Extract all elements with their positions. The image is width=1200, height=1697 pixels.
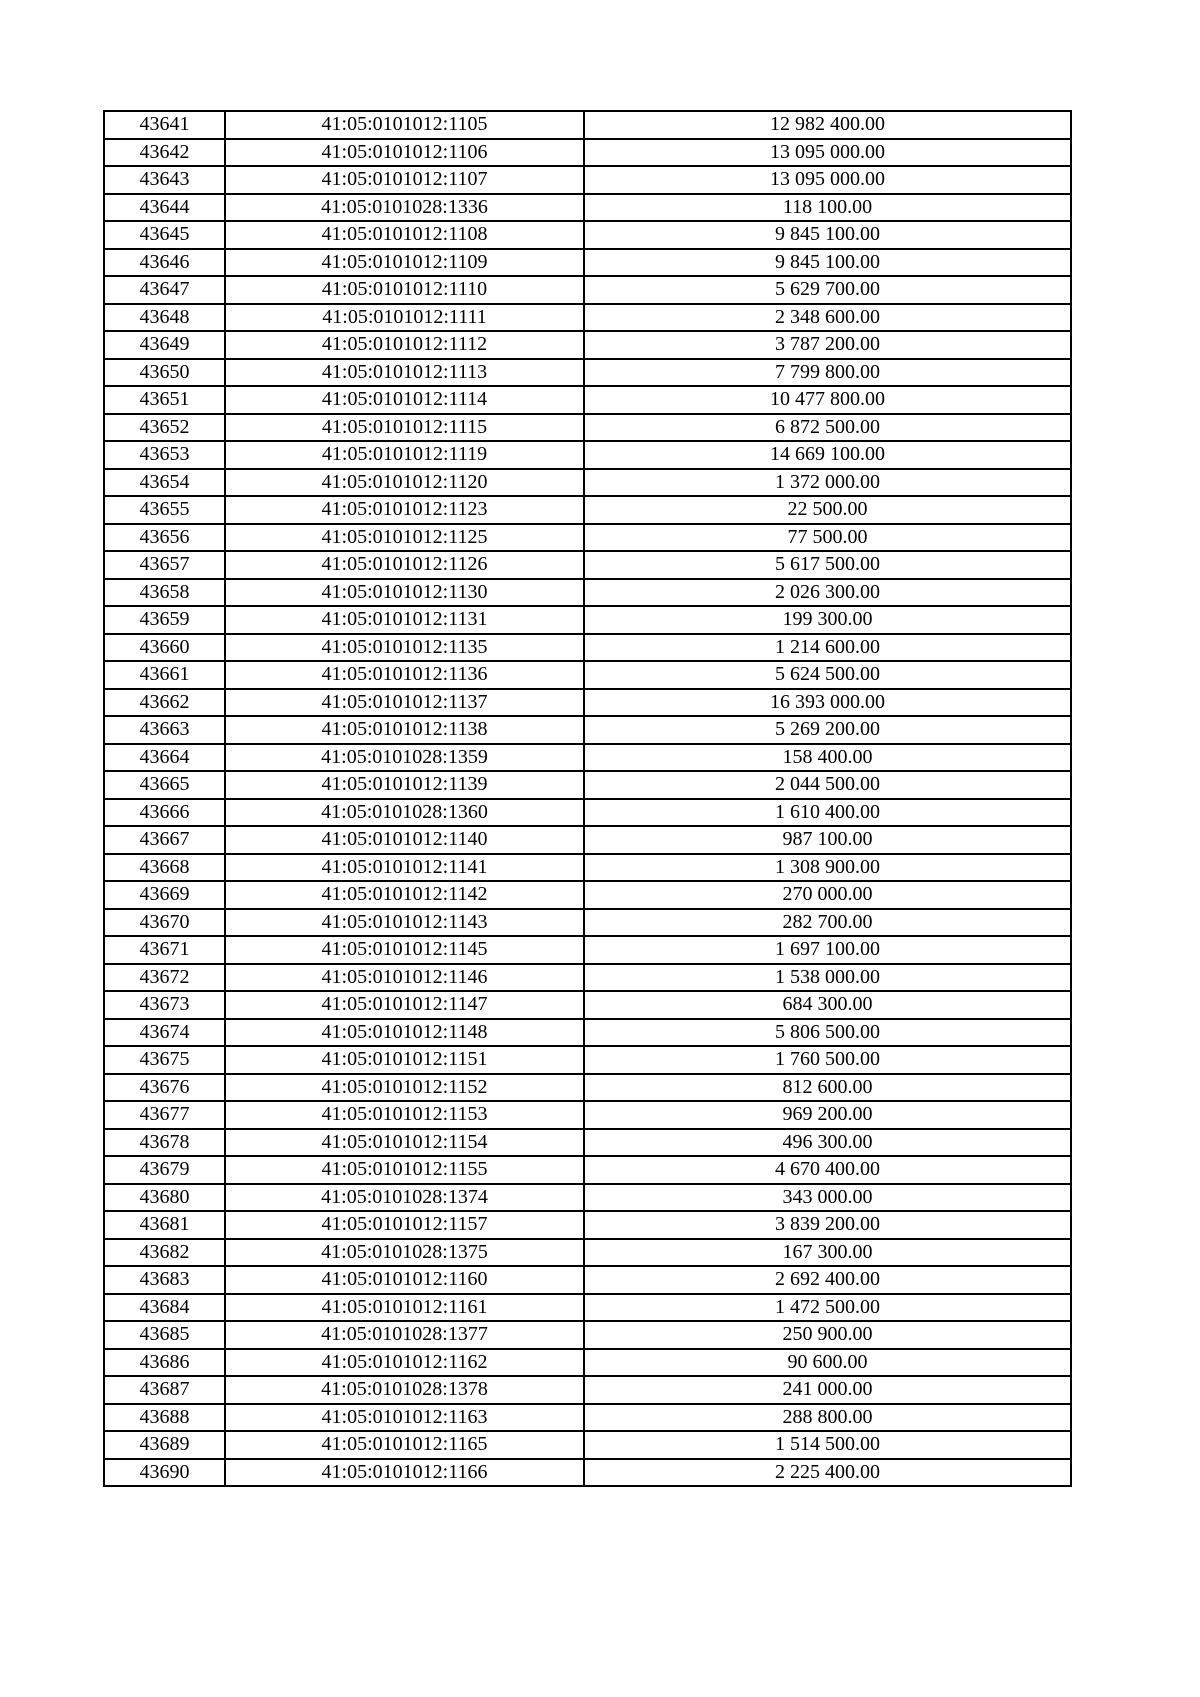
- cadastral-value-cell: 288 800.00: [584, 1404, 1071, 1432]
- cadastral-value-cell: 5 629 700.00: [584, 276, 1071, 304]
- cadastral-number-cell: 41:05:0101028:1359: [225, 744, 584, 772]
- cadastral-number-cell: 41:05:0101012:1147: [225, 991, 584, 1019]
- cadastral-number-cell: 41:05:0101012:1141: [225, 854, 584, 882]
- cadastral-number-cell: 41:05:0101012:1112: [225, 331, 584, 359]
- row-number-cell: 43669: [104, 881, 225, 909]
- cadastral-number-cell: 41:05:0101012:1161: [225, 1294, 584, 1322]
- row-number-cell: 43672: [104, 964, 225, 992]
- table-row: [104, 689, 1071, 717]
- table-row: [104, 1046, 1071, 1074]
- row-number-cell: 43660: [104, 634, 225, 662]
- row-number-cell: 43662: [104, 689, 225, 717]
- cadastral-value-cell: 14 669 100.00: [584, 441, 1071, 469]
- cadastral-number-cell: 41:05:0101012:1143: [225, 909, 584, 937]
- cadastral-number-cell: 41:05:0101028:1375: [225, 1239, 584, 1267]
- row-number-cell: 43651: [104, 386, 225, 414]
- cadastral-number-cell: 41:05:0101012:1154: [225, 1129, 584, 1157]
- cadastral-number-cell: 41:05:0101012:1160: [225, 1266, 584, 1294]
- cadastral-number-cell: 41:05:0101028:1360: [225, 799, 584, 827]
- row-number-cell: 43659: [104, 606, 225, 634]
- table-row: [104, 111, 1071, 139]
- row-number-cell: 43654: [104, 469, 225, 497]
- table-row: [104, 1404, 1071, 1432]
- cadastral-value-cell: 167 300.00: [584, 1239, 1071, 1267]
- cadastral-number-cell: 41:05:0101012:1138: [225, 716, 584, 744]
- cadastral-number-cell: 41:05:0101012:1151: [225, 1046, 584, 1074]
- table-row: [104, 1459, 1071, 1487]
- row-number-cell: 43645: [104, 221, 225, 249]
- table-row: [104, 1211, 1071, 1239]
- cadastral-number-cell: 41:05:0101012:1109: [225, 249, 584, 277]
- cadastral-value-cell: 1 538 000.00: [584, 964, 1071, 992]
- cadastral-value-cell: 5 806 500.00: [584, 1019, 1071, 1047]
- row-number-cell: 43675: [104, 1046, 225, 1074]
- row-number-cell: 43661: [104, 661, 225, 689]
- table-row: [104, 799, 1071, 827]
- cadastral-value-cell: 1 610 400.00: [584, 799, 1071, 827]
- cadastral-value-cell: 241 000.00: [584, 1376, 1071, 1404]
- cadastral-value-cell: 3 839 200.00: [584, 1211, 1071, 1239]
- table-body: [104, 111, 1071, 1486]
- row-number-cell: 43649: [104, 331, 225, 359]
- cadastral-number-cell: 41:05:0101028:1377: [225, 1321, 584, 1349]
- row-number-cell: 43690: [104, 1459, 225, 1487]
- row-number-cell: 43663: [104, 716, 225, 744]
- table-row: [104, 854, 1071, 882]
- cadastral-number-cell: 41:05:0101012:1107: [225, 166, 584, 194]
- cadastral-value-cell: 270 000.00: [584, 881, 1071, 909]
- table-row: [104, 441, 1071, 469]
- cadastral-number-cell: 41:05:0101012:1153: [225, 1101, 584, 1129]
- cadastral-number-cell: 41:05:0101012:1130: [225, 579, 584, 607]
- cadastral-number-cell: 41:05:0101012:1162: [225, 1349, 584, 1377]
- row-number-cell: 43682: [104, 1239, 225, 1267]
- cadastral-number-cell: 41:05:0101012:1113: [225, 359, 584, 387]
- table-row: [104, 496, 1071, 524]
- cadastral-number-cell: 41:05:0101012:1142: [225, 881, 584, 909]
- row-number-cell: 43676: [104, 1074, 225, 1102]
- cadastral-number-cell: 41:05:0101012:1119: [225, 441, 584, 469]
- row-number-cell: 43657: [104, 551, 225, 579]
- cadastral-number-cell: 41:05:0101028:1336: [225, 194, 584, 222]
- cadastral-value-cell: 12 982 400.00: [584, 111, 1071, 139]
- cadastral-value-cell: 5 269 200.00: [584, 716, 1071, 744]
- cadastral-value-cell: 812 600.00: [584, 1074, 1071, 1102]
- cadastral-value-cell: 1 760 500.00: [584, 1046, 1071, 1074]
- cadastral-value-cell: 158 400.00: [584, 744, 1071, 772]
- cadastral-number-cell: 41:05:0101012:1136: [225, 661, 584, 689]
- cadastral-value-cell: 22 500.00: [584, 496, 1071, 524]
- cadastral-number-cell: 41:05:0101012:1111: [225, 304, 584, 332]
- cadastral-value-cell: 987 100.00: [584, 826, 1071, 854]
- cadastral-value-cell: 10 477 800.00: [584, 386, 1071, 414]
- cadastral-value-cell: 1 472 500.00: [584, 1294, 1071, 1322]
- table-row: [104, 991, 1071, 1019]
- row-number-cell: 43664: [104, 744, 225, 772]
- row-number-cell: 43684: [104, 1294, 225, 1322]
- table-row: [104, 936, 1071, 964]
- cadastral-number-cell: 41:05:0101012:1131: [225, 606, 584, 634]
- cadastral-number-cell: 41:05:0101012:1115: [225, 414, 584, 442]
- row-number-cell: 43678: [104, 1129, 225, 1157]
- table-row: [104, 1239, 1071, 1267]
- row-number-cell: 43670: [104, 909, 225, 937]
- table-row: [104, 826, 1071, 854]
- row-number-cell: 43656: [104, 524, 225, 552]
- row-number-cell: 43687: [104, 1376, 225, 1404]
- cadastral-value-cell: 1 214 600.00: [584, 634, 1071, 662]
- table-row: [104, 524, 1071, 552]
- cadastral-number-cell: 41:05:0101012:1140: [225, 826, 584, 854]
- cadastral-value-cell: 343 000.00: [584, 1184, 1071, 1212]
- row-number-cell: 43688: [104, 1404, 225, 1432]
- cadastral-value-cell: 9 845 100.00: [584, 249, 1071, 277]
- table-row: [104, 606, 1071, 634]
- cadastral-number-cell: 41:05:0101012:1152: [225, 1074, 584, 1102]
- cadastral-value-cell: 1 372 000.00: [584, 469, 1071, 497]
- table-row: [104, 1184, 1071, 1212]
- cadastral-number-cell: 41:05:0101012:1106: [225, 139, 584, 167]
- cadastral-value-cell: 1 697 100.00: [584, 936, 1071, 964]
- cadastral-number-cell: 41:05:0101012:1165: [225, 1431, 584, 1459]
- row-number-cell: 43685: [104, 1321, 225, 1349]
- table-row: [104, 331, 1071, 359]
- table-row: [104, 249, 1071, 277]
- cadastral-value-cell: 1 308 900.00: [584, 854, 1071, 882]
- cadastral-number-cell: 41:05:0101012:1126: [225, 551, 584, 579]
- table-row: [104, 194, 1071, 222]
- row-number-cell: 43666: [104, 799, 225, 827]
- row-number-cell: 43668: [104, 854, 225, 882]
- cadastral-value-table: [103, 110, 1072, 1487]
- row-number-cell: 43648: [104, 304, 225, 332]
- cadastral-number-cell: 41:05:0101012:1146: [225, 964, 584, 992]
- table-row: [104, 551, 1071, 579]
- cadastral-value-cell: 2 044 500.00: [584, 771, 1071, 799]
- row-number-cell: 43643: [104, 166, 225, 194]
- cadastral-number-cell: 41:05:0101012:1110: [225, 276, 584, 304]
- cadastral-number-cell: 41:05:0101028:1378: [225, 1376, 584, 1404]
- row-number-cell: 43689: [104, 1431, 225, 1459]
- cadastral-number-cell: 41:05:0101012:1166: [225, 1459, 584, 1487]
- row-number-cell: 43652: [104, 414, 225, 442]
- table-row: [104, 964, 1071, 992]
- row-number-cell: 43642: [104, 139, 225, 167]
- table-row: [104, 1156, 1071, 1184]
- cadastral-number-cell: 41:05:0101012:1148: [225, 1019, 584, 1047]
- row-number-cell: 43644: [104, 194, 225, 222]
- cadastral-value-cell: 5 617 500.00: [584, 551, 1071, 579]
- row-number-cell: 43655: [104, 496, 225, 524]
- row-number-cell: 43673: [104, 991, 225, 1019]
- table-row: [104, 881, 1071, 909]
- row-number-cell: 43683: [104, 1266, 225, 1294]
- table-row: [104, 1321, 1071, 1349]
- table-row: [104, 139, 1071, 167]
- cadastral-value-cell: 2 026 300.00: [584, 579, 1071, 607]
- table-row: [104, 166, 1071, 194]
- row-number-cell: 43677: [104, 1101, 225, 1129]
- row-number-cell: 43658: [104, 579, 225, 607]
- table-row: [104, 579, 1071, 607]
- cadastral-value-cell: 90 600.00: [584, 1349, 1071, 1377]
- table-row: [104, 304, 1071, 332]
- table-row: [104, 276, 1071, 304]
- table-row: [104, 221, 1071, 249]
- table-row: [104, 1349, 1071, 1377]
- table-row: [104, 1019, 1071, 1047]
- row-number-cell: 43646: [104, 249, 225, 277]
- cadastral-value-cell: 9 845 100.00: [584, 221, 1071, 249]
- cadastral-value-cell: 4 670 400.00: [584, 1156, 1071, 1184]
- table-row: [104, 1376, 1071, 1404]
- table-row: [104, 359, 1071, 387]
- table-row: [104, 1294, 1071, 1322]
- row-number-cell: 43667: [104, 826, 225, 854]
- cadastral-value-cell: 2 225 400.00: [584, 1459, 1071, 1487]
- cadastral-number-cell: 41:05:0101012:1108: [225, 221, 584, 249]
- cadastral-value-cell: 118 100.00: [584, 194, 1071, 222]
- cadastral-number-cell: 41:05:0101012:1145: [225, 936, 584, 964]
- row-number-cell: 43679: [104, 1156, 225, 1184]
- cadastral-number-cell: 41:05:0101012:1135: [225, 634, 584, 662]
- row-number-cell: 43665: [104, 771, 225, 799]
- row-number-cell: 43680: [104, 1184, 225, 1212]
- table-row: [104, 414, 1071, 442]
- cadastral-number-cell: 41:05:0101012:1123: [225, 496, 584, 524]
- cadastral-number-cell: 41:05:0101012:1139: [225, 771, 584, 799]
- table-row: [104, 634, 1071, 662]
- cadastral-value-cell: 496 300.00: [584, 1129, 1071, 1157]
- cadastral-value-cell: 77 500.00: [584, 524, 1071, 552]
- row-number-cell: 43653: [104, 441, 225, 469]
- cadastral-value-cell: 250 900.00: [584, 1321, 1071, 1349]
- cadastral-number-cell: 41:05:0101012:1125: [225, 524, 584, 552]
- cadastral-value-cell: 16 393 000.00: [584, 689, 1071, 717]
- cadastral-number-cell: 41:05:0101012:1163: [225, 1404, 584, 1432]
- table-row: [104, 1431, 1071, 1459]
- table-row: [104, 661, 1071, 689]
- cadastral-value-cell: 1 514 500.00: [584, 1431, 1071, 1459]
- cadastral-value-cell: 2 692 400.00: [584, 1266, 1071, 1294]
- table-row: [104, 386, 1071, 414]
- table-row: [104, 1266, 1071, 1294]
- row-number-cell: 43647: [104, 276, 225, 304]
- row-number-cell: 43641: [104, 111, 225, 139]
- cadastral-value-cell: 7 799 800.00: [584, 359, 1071, 387]
- table-row: [104, 909, 1071, 937]
- table-row: [104, 469, 1071, 497]
- cadastral-value-cell: 199 300.00: [584, 606, 1071, 634]
- row-number-cell: 43681: [104, 1211, 225, 1239]
- row-number-cell: 43674: [104, 1019, 225, 1047]
- row-number-cell: 43650: [104, 359, 225, 387]
- cadastral-number-cell: 41:05:0101012:1155: [225, 1156, 584, 1184]
- table-row: [104, 744, 1071, 772]
- cadastral-value-cell: 13 095 000.00: [584, 139, 1071, 167]
- cadastral-value-cell: 5 624 500.00: [584, 661, 1071, 689]
- cadastral-value-cell: 3 787 200.00: [584, 331, 1071, 359]
- table-row: [104, 1101, 1071, 1129]
- table-row: [104, 1074, 1071, 1102]
- cadastral-number-cell: 41:05:0101012:1105: [225, 111, 584, 139]
- cadastral-value-cell: 6 872 500.00: [584, 414, 1071, 442]
- cadastral-value-cell: 13 095 000.00: [584, 166, 1071, 194]
- table-row: [104, 716, 1071, 744]
- cadastral-value-cell: 684 300.00: [584, 991, 1071, 1019]
- cadastral-value-cell: 2 348 600.00: [584, 304, 1071, 332]
- cadastral-number-cell: 41:05:0101012:1120: [225, 469, 584, 497]
- cadastral-value-cell: 282 700.00: [584, 909, 1071, 937]
- table-row: [104, 1129, 1071, 1157]
- row-number-cell: 43686: [104, 1349, 225, 1377]
- cadastral-value-cell: 969 200.00: [584, 1101, 1071, 1129]
- cadastral-number-cell: 41:05:0101012:1114: [225, 386, 584, 414]
- cadastral-number-cell: 41:05:0101012:1137: [225, 689, 584, 717]
- table-row: [104, 771, 1071, 799]
- cadastral-number-cell: 41:05:0101028:1374: [225, 1184, 584, 1212]
- row-number-cell: 43671: [104, 936, 225, 964]
- cadastral-number-cell: 41:05:0101012:1157: [225, 1211, 584, 1239]
